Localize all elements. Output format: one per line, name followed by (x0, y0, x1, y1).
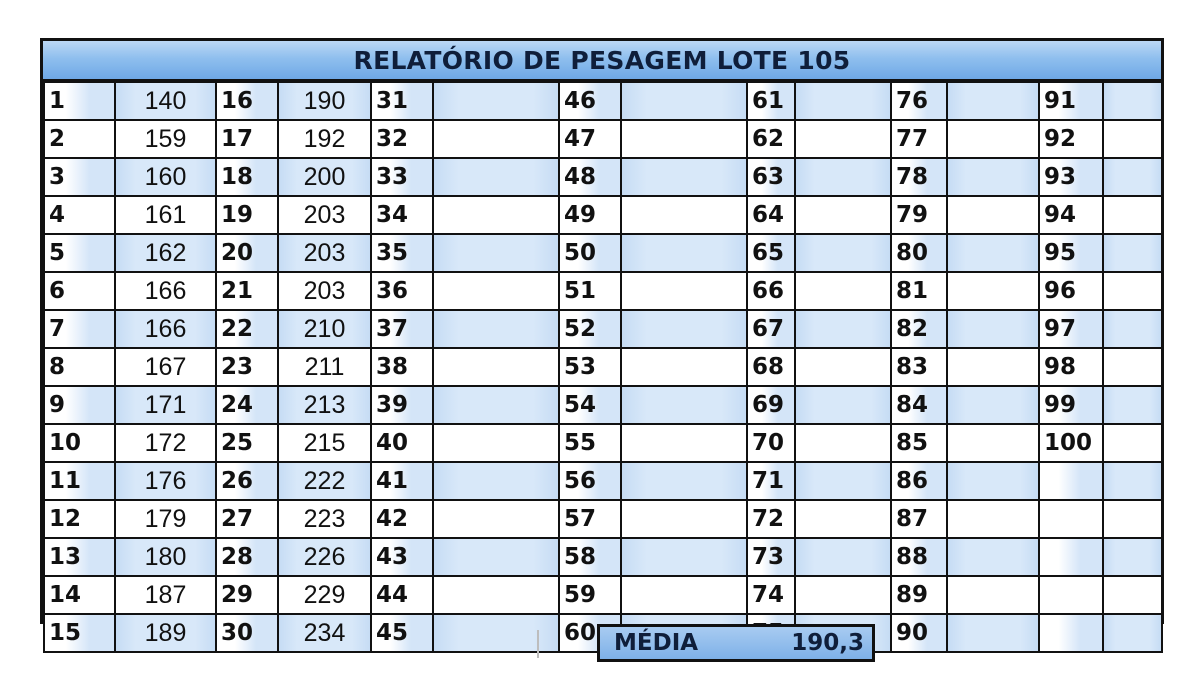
animal-number-cell: 61 (747, 82, 795, 120)
animal-number-cell: 77 (891, 120, 947, 158)
weight-cell[interactable] (433, 120, 559, 158)
weight-cell[interactable] (621, 234, 747, 272)
animal-number-cell: 46 (559, 82, 621, 120)
animal-number-cell: 80 (891, 234, 947, 272)
weight-cell[interactable]: 222 (278, 462, 371, 500)
weight-cell[interactable] (1103, 538, 1162, 576)
animal-number-cell: 1 (44, 82, 115, 120)
average-value: 190,3 (791, 630, 864, 656)
weight-cell[interactable] (947, 348, 1039, 386)
weight-cell[interactable] (795, 348, 891, 386)
weight-cell[interactable] (1103, 424, 1162, 462)
animal-number-cell: 49 (559, 196, 621, 234)
animal-number-cell: 76 (891, 82, 947, 120)
animal-number-cell: 100 (1039, 424, 1103, 462)
animal-number-cell: 70 (747, 424, 795, 462)
weight-cell[interactable] (947, 500, 1039, 538)
weight-cell[interactable]: 140 (115, 82, 216, 120)
weight-cell[interactable] (795, 386, 891, 424)
animal-number-cell: 60 (559, 614, 621, 652)
weight-cell[interactable] (795, 234, 891, 272)
animal-number-cell: 50 (559, 234, 621, 272)
table-row (44, 424, 1162, 462)
weight-cell[interactable] (621, 310, 747, 348)
weight-cell[interactable] (1103, 576, 1162, 614)
table-row (44, 158, 1162, 196)
weight-cell[interactable] (795, 500, 891, 538)
divider-mark (537, 630, 539, 658)
weight-cell[interactable]: 223 (278, 500, 371, 538)
animal-number-cell: 24 (216, 386, 278, 424)
weight-cell[interactable] (621, 538, 747, 576)
weight-cell[interactable] (795, 424, 891, 462)
animal-number-cell: 28 (216, 538, 278, 576)
average-label: MÉDIA (614, 630, 699, 656)
weight-cell[interactable] (947, 462, 1039, 500)
animal-number-cell (1039, 538, 1103, 576)
weight-cell[interactable]: 203 (278, 196, 371, 234)
weight-cell[interactable]: 161 (115, 196, 216, 234)
animal-number-cell: 91 (1039, 82, 1103, 120)
weight-cell[interactable] (621, 348, 747, 386)
weight-cell[interactable] (947, 158, 1039, 196)
weight-cell[interactable] (795, 272, 891, 310)
animal-number-cell: 84 (891, 386, 947, 424)
animal-number-cell: 96 (1039, 272, 1103, 310)
animal-number-cell: 65 (747, 234, 795, 272)
animal-number-cell: 38 (371, 348, 433, 386)
animal-number-cell: 41 (371, 462, 433, 500)
weight-cell[interactable]: 166 (115, 272, 216, 310)
animal-number-cell: 97 (1039, 310, 1103, 348)
weight-cell[interactable] (433, 158, 559, 196)
animal-number-cell (1039, 500, 1103, 538)
weight-cell[interactable]: 229 (278, 576, 371, 614)
weight-cell[interactable]: 210 (278, 310, 371, 348)
table-row (44, 348, 1162, 386)
animal-number-cell: 71 (747, 462, 795, 500)
animal-number-cell: 87 (891, 500, 947, 538)
weight-cell[interactable] (947, 310, 1039, 348)
animal-number-cell: 69 (747, 386, 795, 424)
weight-cell[interactable] (795, 538, 891, 576)
weight-cell[interactable]: 180 (115, 538, 216, 576)
animal-number-cell: 22 (216, 310, 278, 348)
weight-cell[interactable] (1103, 82, 1162, 120)
weight-cell[interactable] (795, 82, 891, 120)
weights-table (43, 81, 1163, 653)
weight-cell[interactable] (795, 576, 891, 614)
weight-cell[interactable] (947, 234, 1039, 272)
weight-cell[interactable] (1103, 158, 1162, 196)
animal-number-cell: 23 (216, 348, 278, 386)
animal-number-cell: 29 (216, 576, 278, 614)
animal-number-cell: 88 (891, 538, 947, 576)
weight-cell[interactable]: 234 (278, 614, 371, 652)
weight-cell[interactable] (621, 196, 747, 234)
animal-number-cell: 37 (371, 310, 433, 348)
animal-number-cell: 68 (747, 348, 795, 386)
weight-cell[interactable] (433, 576, 559, 614)
weight-cell[interactable]: 166 (115, 310, 216, 348)
animal-number-cell: 8 (44, 348, 115, 386)
animal-number-cell: 90 (891, 614, 947, 652)
weight-cell[interactable] (433, 310, 559, 348)
animal-number-cell: 58 (559, 538, 621, 576)
weight-cell[interactable] (947, 272, 1039, 310)
animal-number-cell: 40 (371, 424, 433, 462)
animal-number-cell: 30 (216, 614, 278, 652)
weight-cell[interactable] (621, 462, 747, 500)
animal-number-cell: 34 (371, 196, 433, 234)
animal-number-cell: 14 (44, 576, 115, 614)
animal-number-cell: 48 (559, 158, 621, 196)
animal-number-cell: 83 (891, 348, 947, 386)
weight-cell[interactable]: 226 (278, 538, 371, 576)
weight-cell[interactable] (621, 386, 747, 424)
weight-cell[interactable]: 159 (115, 120, 216, 158)
weight-cell[interactable]: 160 (115, 158, 216, 196)
animal-number-cell: 16 (216, 82, 278, 120)
animal-number-cell: 93 (1039, 158, 1103, 196)
animal-number-cell: 79 (891, 196, 947, 234)
weight-cell[interactable] (947, 538, 1039, 576)
animal-number-cell: 15 (44, 614, 115, 652)
animal-number-cell: 12 (44, 500, 115, 538)
weight-cell[interactable]: 203 (278, 234, 371, 272)
weight-cell[interactable]: 189 (115, 614, 216, 652)
animal-number-cell: 73 (747, 538, 795, 576)
animal-number-cell: 89 (891, 576, 947, 614)
report-title: RELATÓRIO DE PESAGEM LOTE 105 (43, 41, 1161, 81)
animal-number-cell: 43 (371, 538, 433, 576)
table-row (44, 500, 1162, 538)
weight-cell[interactable] (1103, 614, 1162, 652)
weight-cell[interactable] (795, 196, 891, 234)
weight-cell[interactable] (621, 272, 747, 310)
animal-number-cell (1039, 462, 1103, 500)
animal-number-cell: 64 (747, 196, 795, 234)
animal-number-cell: 35 (371, 234, 433, 272)
weight-cell[interactable]: 211 (278, 348, 371, 386)
animal-number-cell: 17 (216, 120, 278, 158)
animal-number-cell: 36 (371, 272, 433, 310)
animal-number-cell: 33 (371, 158, 433, 196)
table-row (44, 538, 1162, 576)
table-row (44, 386, 1162, 424)
weight-cell[interactable] (433, 462, 559, 500)
table-row (44, 82, 1162, 120)
animal-number-cell: 11 (44, 462, 115, 500)
animal-number-cell: 74 (747, 576, 795, 614)
weight-cell[interactable] (947, 120, 1039, 158)
animal-number-cell: 67 (747, 310, 795, 348)
weight-cell[interactable] (433, 272, 559, 310)
weight-cell[interactable] (1103, 272, 1162, 310)
animal-number-cell: 10 (44, 424, 115, 462)
animal-number-cell: 72 (747, 500, 795, 538)
animal-number-cell: 26 (216, 462, 278, 500)
weight-cell[interactable] (1103, 120, 1162, 158)
weight-cell[interactable] (433, 234, 559, 272)
animal-number-cell: 4 (44, 196, 115, 234)
weight-cell[interactable] (1103, 234, 1162, 272)
animal-number-cell: 86 (891, 462, 947, 500)
weight-cell[interactable] (795, 310, 891, 348)
weight-cell[interactable]: 171 (115, 386, 216, 424)
weight-cell[interactable] (621, 576, 747, 614)
weight-cell[interactable]: 162 (115, 234, 216, 272)
animal-number-cell: 59 (559, 576, 621, 614)
table-row (44, 272, 1162, 310)
table-row (44, 196, 1162, 234)
table-row (44, 310, 1162, 348)
weight-cell[interactable] (795, 462, 891, 500)
weight-cell[interactable]: 187 (115, 576, 216, 614)
animal-number-cell: 99 (1039, 386, 1103, 424)
animal-number-cell: 47 (559, 120, 621, 158)
weight-cell[interactable] (621, 158, 747, 196)
weight-cell[interactable] (621, 500, 747, 538)
animal-number-cell: 44 (371, 576, 433, 614)
weight-cell[interactable]: 179 (115, 500, 216, 538)
animal-number-cell: 3 (44, 158, 115, 196)
weight-cell[interactable] (947, 424, 1039, 462)
weight-cell[interactable]: 176 (115, 462, 216, 500)
animal-number-cell: 21 (216, 272, 278, 310)
animal-number-cell: 82 (891, 310, 947, 348)
weight-cell[interactable] (947, 614, 1039, 652)
weight-cell[interactable] (947, 196, 1039, 234)
weight-cell[interactable]: 200 (278, 158, 371, 196)
weight-cell[interactable] (1103, 500, 1162, 538)
weight-cell[interactable] (433, 538, 559, 576)
animal-number-cell: 66 (747, 272, 795, 310)
animal-number-cell: 92 (1039, 120, 1103, 158)
table-row (44, 462, 1162, 500)
animal-number-cell: 57 (559, 500, 621, 538)
weight-cell[interactable] (1103, 196, 1162, 234)
weight-cell[interactable]: 203 (278, 272, 371, 310)
average-box (597, 624, 875, 662)
animal-number-cell: 81 (891, 272, 947, 310)
weight-cell[interactable] (1103, 310, 1162, 348)
weight-cell[interactable] (947, 386, 1039, 424)
animal-number-cell: 19 (216, 196, 278, 234)
animal-number-cell: 45 (371, 614, 433, 652)
animal-number-cell: 78 (891, 158, 947, 196)
table-row (44, 234, 1162, 272)
animal-number-cell: 51 (559, 272, 621, 310)
animal-number-cell: 13 (44, 538, 115, 576)
animal-number-cell: 85 (891, 424, 947, 462)
weight-cell[interactable]: 213 (278, 386, 371, 424)
weight-cell[interactable] (795, 120, 891, 158)
weight-cell[interactable] (621, 120, 747, 158)
animal-number-cell: 27 (216, 500, 278, 538)
weight-cell[interactable]: 167 (115, 348, 216, 386)
weight-cell[interactable] (433, 196, 559, 234)
weight-cell[interactable]: 190 (278, 82, 371, 120)
animal-number-cell: 52 (559, 310, 621, 348)
weight-cell[interactable] (433, 82, 559, 120)
animal-number-cell: 20 (216, 234, 278, 272)
animal-number-cell: 2 (44, 120, 115, 158)
animal-number-cell: 18 (216, 158, 278, 196)
weight-cell[interactable] (433, 386, 559, 424)
animal-number-cell: 54 (559, 386, 621, 424)
table-row (44, 120, 1162, 158)
animal-number-cell (1039, 576, 1103, 614)
table-row (44, 576, 1162, 614)
animal-number-cell: 7 (44, 310, 115, 348)
weight-cell[interactable] (947, 576, 1039, 614)
weight-cell[interactable] (1103, 348, 1162, 386)
animal-number-cell: 94 (1039, 196, 1103, 234)
weight-cell[interactable] (795, 158, 891, 196)
weight-cell[interactable]: 215 (278, 424, 371, 462)
animal-number-cell: 6 (44, 272, 115, 310)
animal-number-cell: 98 (1039, 348, 1103, 386)
weight-cell[interactable] (433, 500, 559, 538)
weight-cell[interactable] (433, 424, 559, 462)
animal-number-cell: 39 (371, 386, 433, 424)
weight-cell[interactable]: 192 (278, 120, 371, 158)
animal-number-cell: 32 (371, 120, 433, 158)
animal-number-cell: 95 (1039, 234, 1103, 272)
animal-number-cell: 31 (371, 82, 433, 120)
weight-cell[interactable] (621, 424, 747, 462)
animal-number-cell (1039, 614, 1103, 652)
animal-number-cell: 56 (559, 462, 621, 500)
weight-cell[interactable] (433, 614, 559, 652)
animal-number-cell: 62 (747, 120, 795, 158)
weight-cell[interactable] (433, 348, 559, 386)
weight-cell[interactable] (947, 82, 1039, 120)
animal-number-cell: 25 (216, 424, 278, 462)
weight-cell[interactable] (1103, 462, 1162, 500)
animal-number-cell: 5 (44, 234, 115, 272)
animal-number-cell: 9 (44, 386, 115, 424)
animal-number-cell: 53 (559, 348, 621, 386)
weights-table-body (44, 82, 1162, 652)
weight-cell[interactable] (1103, 386, 1162, 424)
animal-number-cell: 55 (559, 424, 621, 462)
animal-number-cell: 42 (371, 500, 433, 538)
weight-cell[interactable] (621, 82, 747, 120)
weight-cell[interactable]: 172 (115, 424, 216, 462)
animal-number-cell: 63 (747, 158, 795, 196)
